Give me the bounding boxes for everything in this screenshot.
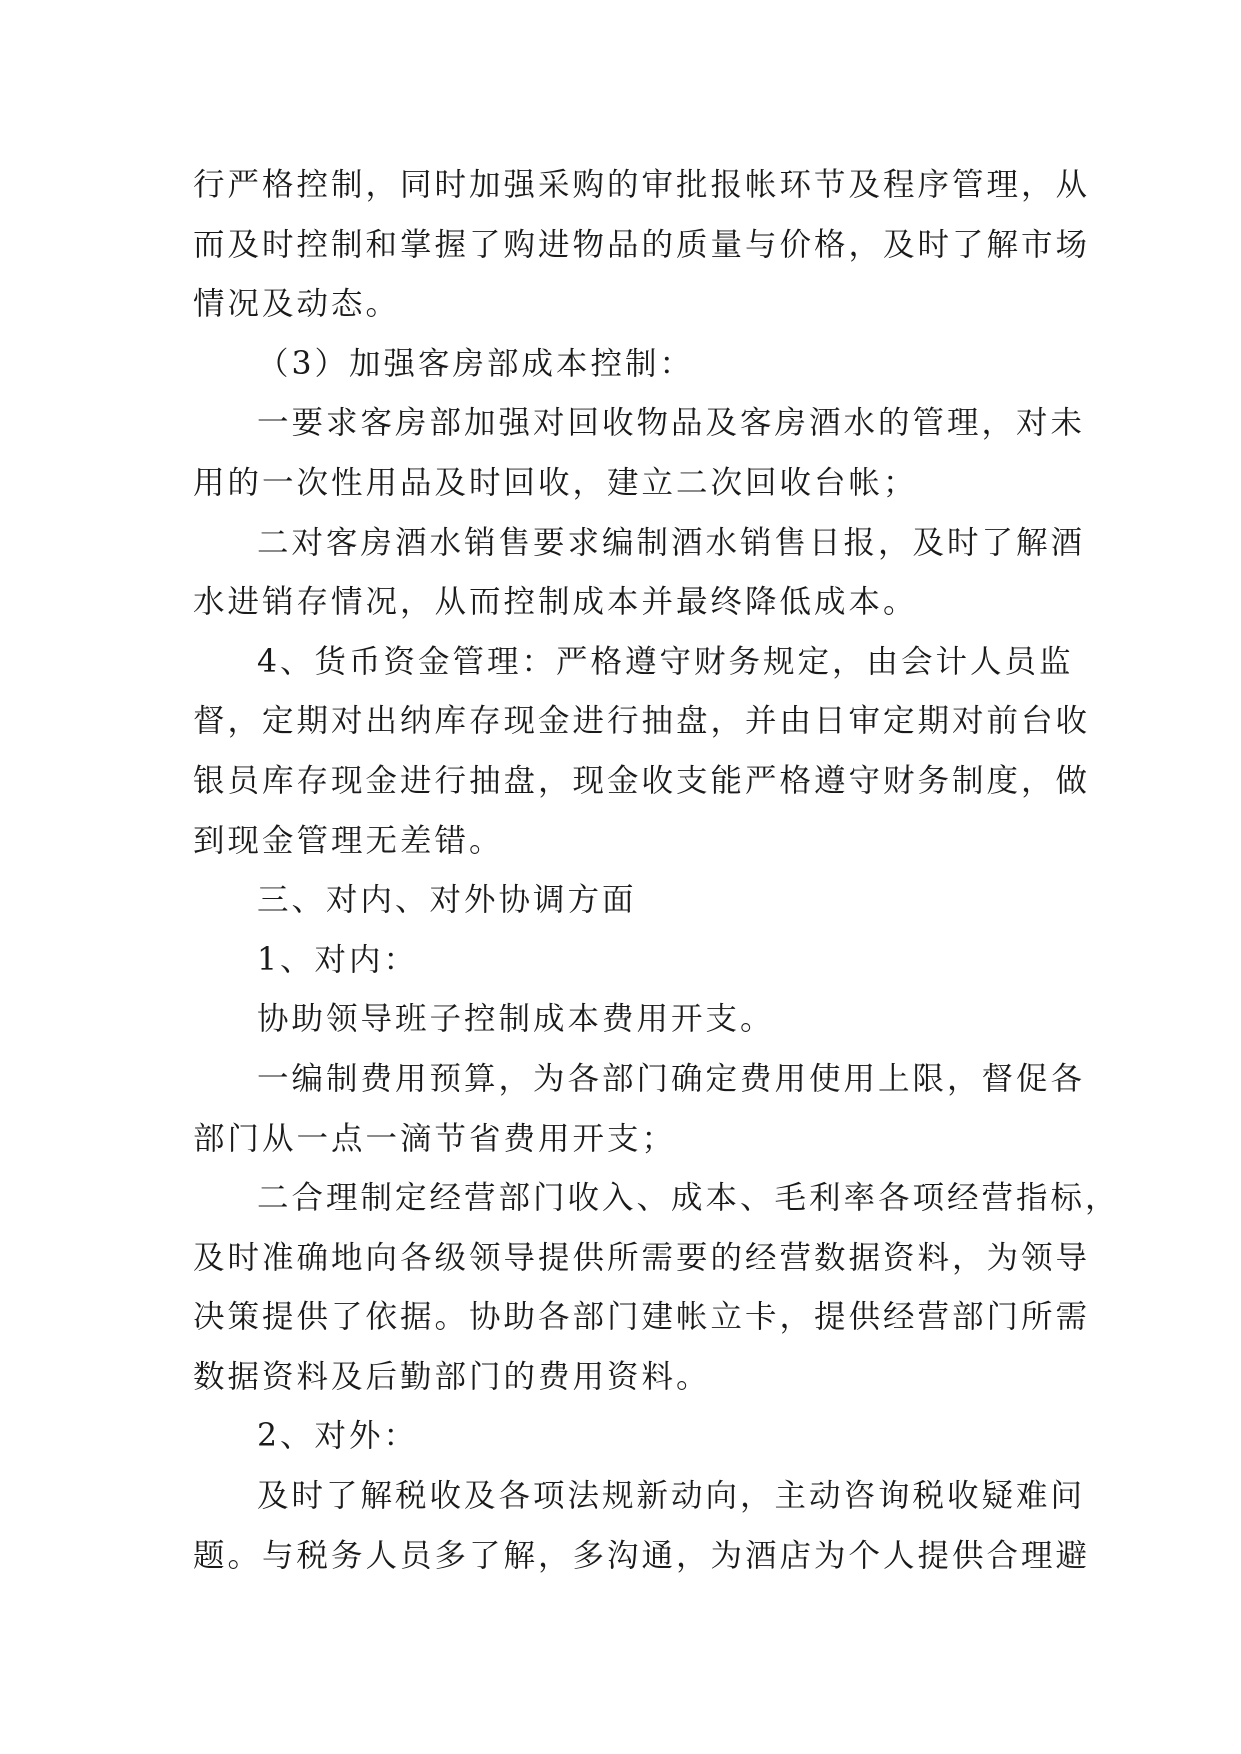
text-line: 督，定期对出纳库存现金进行抽盘，并由日审定期对前台收 [193,703,1091,740]
text-line: 决策提供了依据。协助各部门建帐立卡，提供经营部门所需 [193,1299,1091,1336]
text-line: 二合理制定经营部门收入、成本、毛利率各项经营指标， [257,1180,1120,1217]
text-line: 及时了解税收及各项法规新动向，主动咨询税收疑难问 [257,1478,1086,1515]
text-line: 水进销存情况，从而控制成本并最终降低成本。 [193,584,918,621]
subheading-line: 1、对内： [257,941,419,978]
text-line: 数据资料及后勤部门的费用资料。 [193,1358,711,1395]
text-line: 部门从一点一滴节省费用开支； [193,1120,677,1157]
text-line: 一编制费用预算，为各部门确定费用使用上限，督促各 [257,1060,1086,1097]
text-line: 4、货币资金管理：严格遵守财务规定，由会计人员监 [257,643,1074,680]
text-line: 二对客房酒水销售要求编制酒水销售日报，及时了解酒 [257,524,1086,561]
document-body [193,156,1120,1586]
text-line: 用的一次性用品及时回收，建立二次回收台帐； [193,464,918,501]
text-line: 题。与税务人员多了解，多沟通，为酒店为个人提供合理避 [193,1537,1091,1574]
text-line: 行严格控制，同时加强采购的审批报帐环节及程序管理，从 [193,167,1091,203]
text-line: 银员库存现金进行抽盘，现金收支能严格遵守财务制度，做 [193,762,1091,799]
text-line: 一要求客房部加强对回收物品及客房酒水的管理，对未 [257,405,1086,442]
text-line: 协助领导班子控制成本费用开支。 [257,1001,775,1038]
subheading-line: （3）加强客房部成本控制： [257,345,695,382]
text-line: 而及时控制和掌握了购进物品的质量与价格，及时了解市场 [193,226,1091,263]
section-heading: 三、对内、对外协调方面 [257,882,637,919]
text-line: 到现金管理无差错。 [193,822,504,859]
text-line: 及时准确地向各级领导提供所需要的经营数据资料，为领导 [193,1239,1091,1276]
subheading-line: 2、对外： [257,1418,419,1455]
text-line: 情况及动态。 [193,286,401,323]
